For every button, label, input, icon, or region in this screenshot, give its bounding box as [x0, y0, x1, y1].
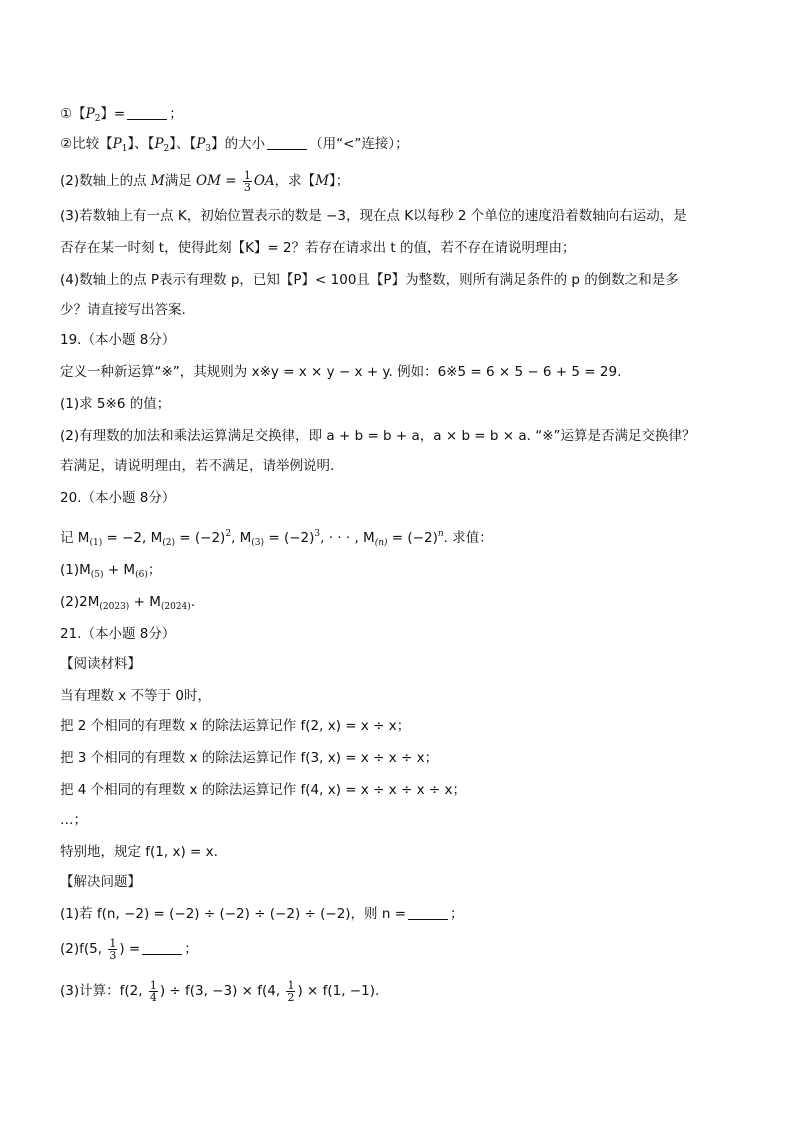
text: 记 M: [60, 530, 90, 546]
text: = (−2): [174, 530, 226, 546]
q21-part2: [60, 936, 734, 962]
question-4-line2: [60, 300, 734, 320]
q21-reading-6: [60, 842, 734, 862]
text: 满足: [164, 173, 192, 189]
text: (1)求 5※6 的值；: [60, 396, 171, 412]
formula: OM: [196, 173, 221, 189]
text: = −2, M: [102, 530, 163, 546]
text: , · · · , M: [320, 530, 375, 546]
text: (4)数轴上的点 P表示有理数 p，已知【P】< 100且【P】为整数，则所有满足条件的 p 的倒数之和是多: [60, 272, 679, 288]
text: ) × f(1, −1).: [297, 983, 380, 999]
sub: 2: [163, 144, 170, 154]
q21-reading-3: [60, 748, 734, 768]
text: 】=: [100, 106, 126, 122]
text: （用“<”连接）；: [309, 136, 409, 152]
text: 定义一种新运算“※”，其规则为 x※y = x × y − x + y. 例如：6※5 = 6 × 5 − 6 + 5 = 29.: [60, 364, 622, 380]
q20-part1: $(1)M_{(5)} + M_{(6)}$；: [60, 562, 162, 580]
text: (2)2M: [60, 594, 100, 610]
q19-title: [60, 330, 734, 350]
sub: 3: [205, 144, 212, 154]
text: ；: [184, 941, 198, 957]
text: 把 2 个相同的有理数 x 的除法运算记作 f(2, x) = x ÷ x；: [60, 718, 411, 734]
text: ；: [147, 562, 162, 578]
text: 当有理数 x 不等于 0时，: [60, 688, 211, 704]
var-m: M: [146, 173, 165, 189]
var-p: P: [196, 136, 206, 152]
text: 19.（本小题 8分）: [60, 332, 176, 348]
text: + M: [103, 562, 136, 578]
question-4-line1: [60, 270, 734, 290]
answer-blank[interactable]: [408, 905, 448, 920]
text: (3)若数轴上有一点 K，初始位置表示的数是 −3，现在点 K以每秒 2 个单位的速度沿着数轴向右运动，是: [60, 208, 687, 224]
q21-reading-heading: [60, 654, 734, 674]
text: (2)f(5,: [60, 941, 107, 957]
text: .: [190, 594, 196, 610]
text: 20.（本小题 8分）: [60, 490, 176, 506]
q21-reading-2: [60, 716, 734, 736]
text: …；: [60, 812, 87, 828]
q19-definition: [60, 362, 734, 382]
text: ；: [450, 906, 464, 922]
q21-reading-4: [60, 780, 734, 800]
q19-part2: [60, 426, 734, 446]
q20-part2: $(2)2M_{(2023)} + M_{(2024)}$.: [60, 594, 196, 612]
text: 少？请直接写出答案.: [60, 302, 186, 318]
text: 把 4 个相同的有理数 x 的除法运算记作 f(4, x) = x ÷ x ÷ x ÷ x；: [60, 782, 467, 798]
question-3-line2: [60, 238, 734, 258]
text: 特别地，规定 f(1, x) = x.: [60, 844, 218, 860]
answer-blank[interactable]: [267, 135, 307, 150]
q21-part1: [60, 904, 734, 924]
q20-title: [60, 488, 734, 508]
answer-blank[interactable]: [127, 105, 167, 120]
q19-part1: [60, 394, 734, 414]
fraction: $\frac{1}{2}$: [287, 978, 295, 1004]
text: ；: [169, 106, 183, 122]
text: 【解决问题】: [60, 874, 141, 890]
text: ，求【: [274, 173, 316, 189]
text: = (−2): [387, 530, 438, 546]
q21-reading-1: [60, 686, 734, 706]
sub: 1: [121, 144, 128, 154]
text: 】、【: [169, 136, 197, 152]
var-p: P: [112, 136, 122, 152]
q20-definition: 记 $M_{(1)} = -2$, $M_{(2)} = (-2)^2$, $M_{(3)} = (-2)^3$, · · · , $M_{(n)} = (-2)^n$. 求值：: [60, 529, 493, 548]
text: 21.（本小题 8分）: [60, 626, 176, 642]
part2-q1: [60, 104, 734, 129]
fraction: $\frac{1}{3}$: [109, 936, 117, 962]
fraction: $\frac{1}{4}$: [149, 978, 157, 1004]
var-p: P: [154, 136, 164, 152]
text: 否存在某一时刻 t，使得此刻【K】= 2？若存在请求出 t 的值，若不存在请说明理由；: [60, 240, 576, 256]
text: 】的大小: [211, 136, 266, 152]
q21-part3: [60, 978, 734, 1004]
text: . 求值：: [443, 530, 493, 546]
question-3-line1: [60, 206, 734, 226]
q21-solve-heading: [60, 872, 734, 892]
q21-reading-5: [60, 810, 734, 830]
text: (2)数轴上的点: [60, 173, 147, 189]
fraction: $\frac{1}{3}$: [243, 168, 251, 194]
text: ) =: [119, 941, 141, 957]
text: 【阅读材料】: [60, 656, 141, 672]
text: ) ÷ f(3, −3) × f(4,: [159, 983, 285, 999]
text: 若满足，请说明理由，若不满足，请举例说明.: [60, 458, 335, 474]
text: ②比较【: [60, 136, 113, 152]
answer-blank[interactable]: [142, 940, 182, 955]
text: (2)有理数的加法和乘法运算满足交换律，即 a + b = b + a，a × b = b × a. “※”运算是否满足交换律？: [60, 428, 696, 444]
question-2: (2)数轴上的点 M满足 OM = $\frac{1}{3}$ OA，求【M】；: [60, 168, 350, 194]
text: + M: [129, 594, 161, 610]
text: 把 3 个相同的有理数 x 的除法运算记作 f(3, x) = x ÷ x ÷ x；: [60, 750, 439, 766]
q19-part2-cont: [60, 456, 734, 476]
text: , M: [231, 530, 252, 546]
text: = (−2): [264, 530, 315, 546]
part2-q2: [60, 134, 734, 159]
text: (1)若 f(n, −2) = (−2) ÷ (−2) ÷ (−2) ÷ (−2)，则 n =: [60, 906, 407, 922]
text: 】；: [329, 173, 350, 189]
text: (3)计算：f(2,: [60, 983, 147, 999]
sub: 2: [94, 114, 101, 124]
q21-title: [60, 624, 734, 644]
var-p: P: [85, 106, 95, 122]
text: 】、【: [127, 136, 155, 152]
text: (1)M: [60, 562, 91, 578]
text: ①【: [60, 106, 86, 122]
